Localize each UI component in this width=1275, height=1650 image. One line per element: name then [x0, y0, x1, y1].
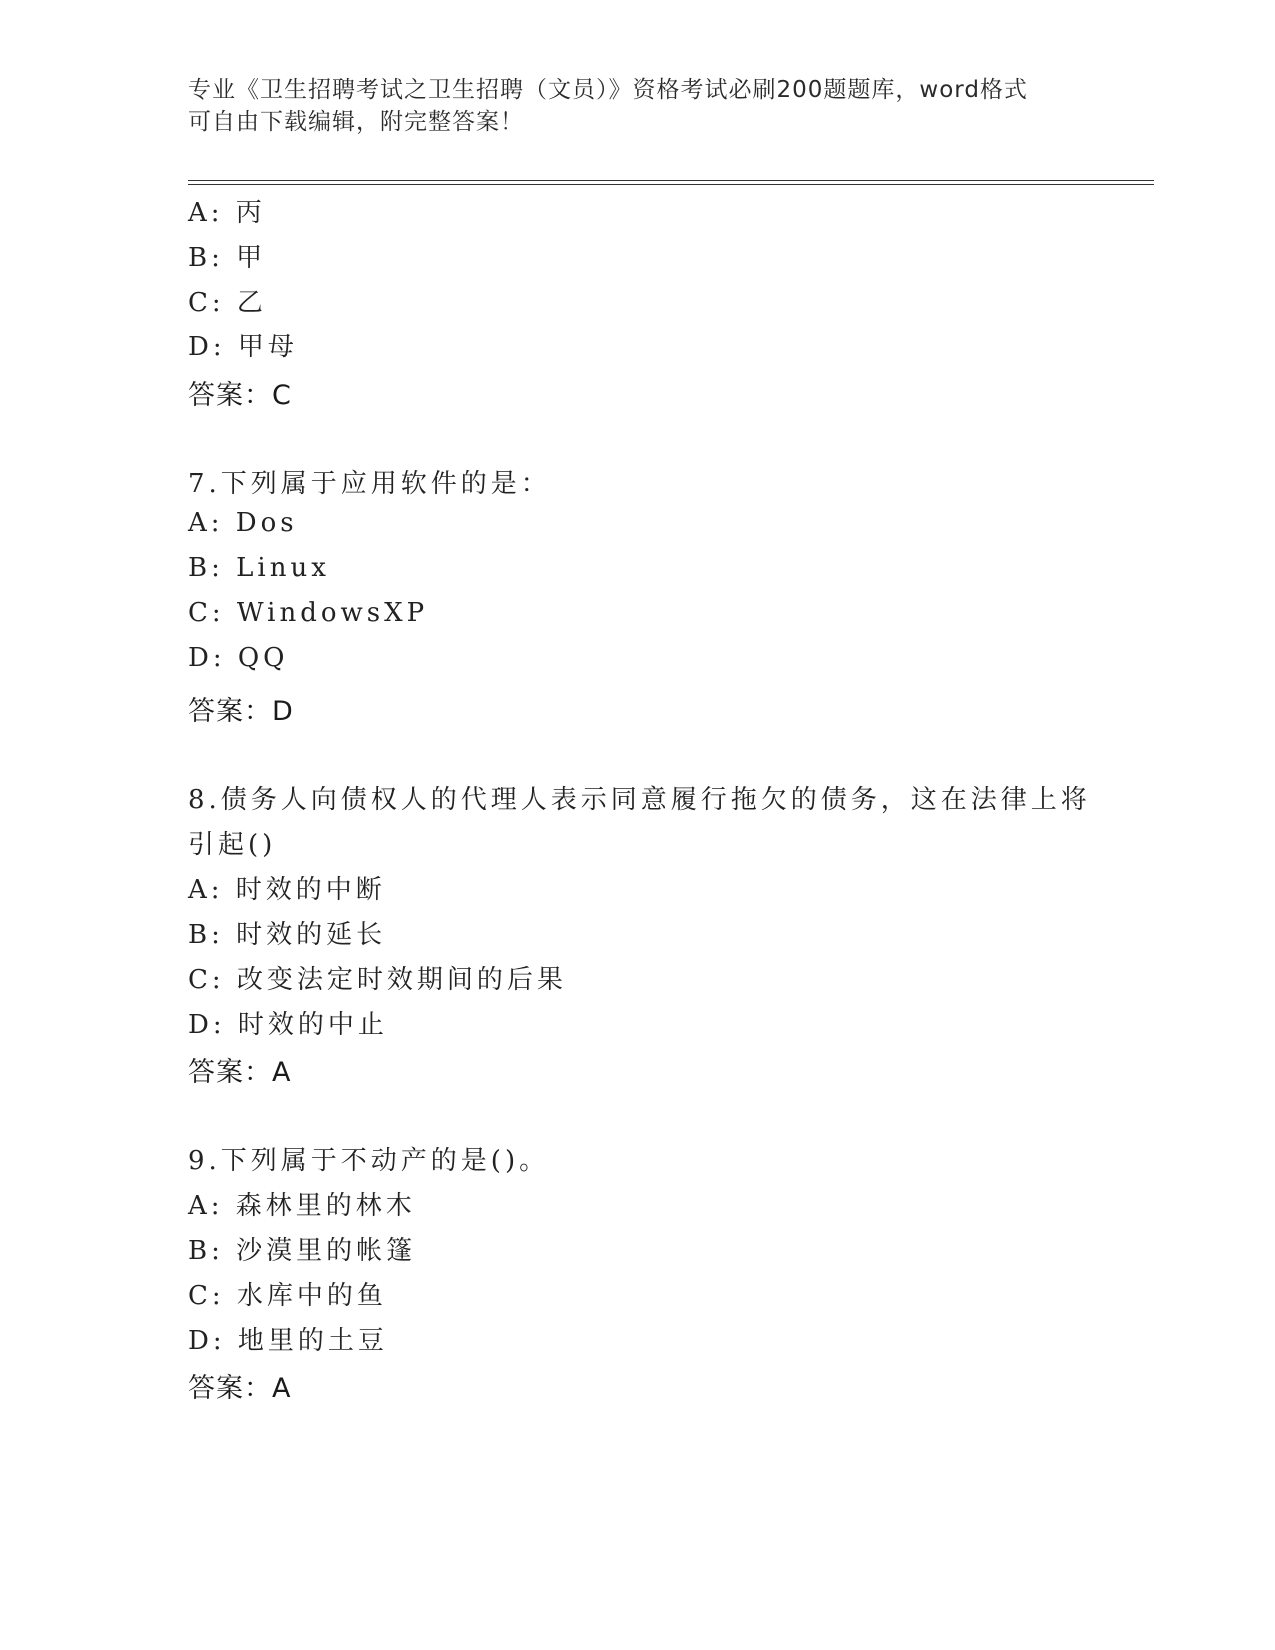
option-d: D: QQ [188, 643, 289, 673]
header-divider-bottom [188, 184, 1154, 185]
option-b: B: 沙漠里的帐篷 [188, 1236, 417, 1266]
header-title-line-2: 可自由下载编辑，附完整答案！ [188, 109, 524, 135]
option-d: D: 甲母 [188, 332, 298, 362]
option-a: A: 丙 [188, 198, 266, 228]
option-d: D: 地里的土豆 [188, 1326, 388, 1356]
option-c: C: 改变法定时效期间的后果 [188, 965, 567, 995]
question-text: 9.下列属于不动产的是()。 [188, 1146, 550, 1176]
option-b: B: Linux [188, 553, 330, 583]
document-header [188, 74, 1088, 138]
option-a: A: Dos [188, 508, 298, 538]
answer-label: 答案：D [188, 696, 294, 727]
option-c: C: 乙 [188, 288, 267, 318]
option-d: D: 时效的中止 [188, 1010, 388, 1040]
option-c: C: WindowsXP [188, 598, 429, 628]
option-b: B: 甲 [188, 243, 267, 273]
question-text-line-1: 8.债务人向债权人的代理人表示同意履行拖欠的债务，这在法律上将 [188, 785, 1091, 815]
answer-label: 答案：A [188, 1057, 292, 1088]
option-a: A: 时效的中断 [188, 875, 386, 905]
question-text: 7.下列属于应用软件的是： [188, 469, 551, 499]
answer-label: 答案：C [188, 380, 292, 411]
question-text-line-2: 引起() [188, 830, 277, 860]
answer-label: 答案：A [188, 1373, 292, 1404]
header-divider-top [188, 180, 1154, 181]
option-c: C: 水库中的鱼 [188, 1281, 387, 1311]
option-b: B: 时效的延长 [188, 920, 387, 950]
option-a: A: 森林里的林木 [188, 1191, 416, 1221]
header-title-line-1: 专业《卫生招聘考试之卫生招聘（文员）》资格考试必刷200题题库，word格式 [188, 77, 1028, 103]
